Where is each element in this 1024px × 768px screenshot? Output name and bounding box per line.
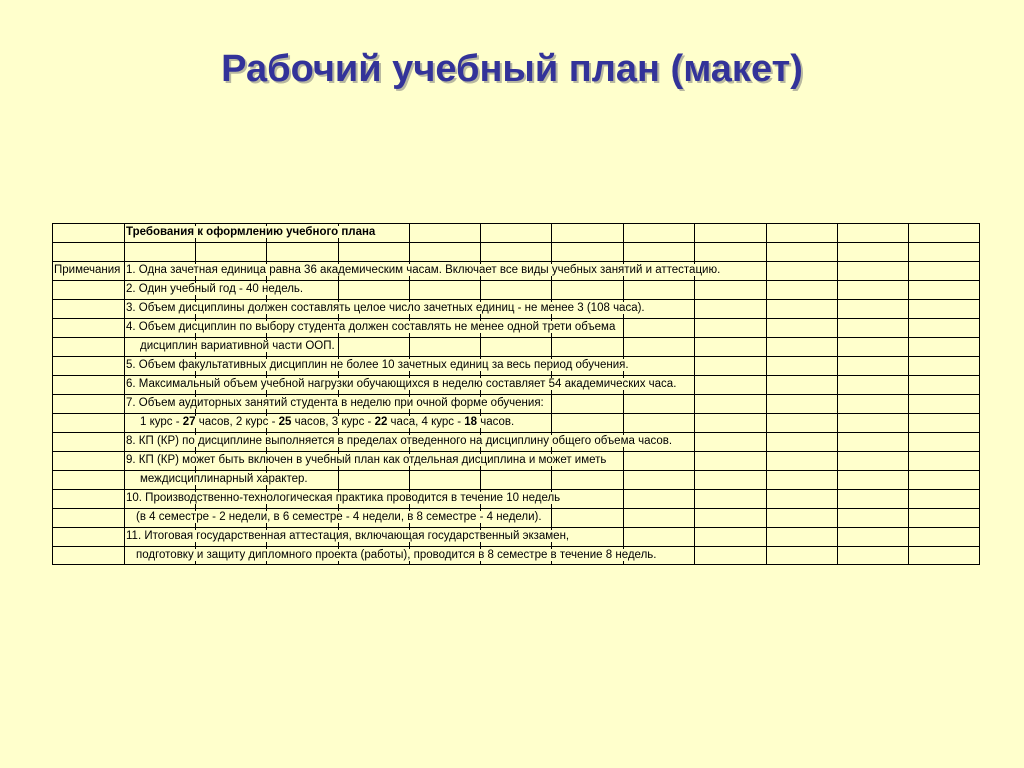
requirement-row-2: 2. Один учебный год - 40 недель. (126, 283, 304, 295)
grid-line (124, 223, 125, 565)
grid-line (766, 223, 767, 565)
requirement-row-11: 11. Итоговая государственная аттестация, включающая государственный экзамен, (126, 530, 570, 542)
grid-line (837, 223, 838, 565)
requirement-row-6: 6. Максимальный объем учебной нагрузки обучающихся в неделю составляет 54 академических часа. (126, 378, 677, 390)
table-header: Требования к оформлению учебного плана (126, 226, 376, 238)
requirement-row-4-cont: дисциплин вариативной части ООП. (140, 340, 335, 352)
page-title: Рабочий учебный план (макет) (221, 48, 803, 90)
requirement-row-4: 4. Объем дисциплин по выбору студента должен составлять не менее одной трети объема (126, 321, 616, 333)
requirement-row-9-cont: междисциплинарный характер. (140, 473, 308, 485)
requirement-row-11-cont: подготовку и защиту дипломного проекта (работы), проводится в 8 семестре в течение 8 недель. (136, 549, 657, 561)
course-hours-row: 1 курс - 27 часов, 2 курс - 25 часов, 3 курс - 22 часа, 4 курс - 18 часов. (140, 416, 515, 428)
grid-line (979, 223, 980, 565)
grid-line (52, 223, 53, 565)
requirement-row-9: 9. КП (КР) может быть включен в учебный план как отдельная дисциплина и может иметь (126, 454, 607, 466)
requirement-row-5: 5. Объем факультативных дисциплин не более 10 зачетных единиц за весь период обучения. (126, 359, 629, 371)
requirement-row-10: 10. Производственно-технологическая практика проводится в течение 10 недель (126, 492, 561, 504)
requirement-row-7: 7. Объем аудиторных занятий студента в неделю при очной форме обучения: (126, 397, 544, 409)
requirement-row-8: 8. КП (КР) по дисциплине выполняется в пределах отведенного на дисциплину общего объема часов. (126, 435, 673, 447)
requirement-row-3: 3. Объем дисциплины должен составлять целое число зачетных единиц - не менее 3 (108 часа). (126, 302, 645, 314)
requirement-row-10-cont: (в 4 семестре - 2 недели, в 6 семестре - 4 недели, в 8 семестре - 4 недели). (136, 511, 542, 523)
grid-line (52, 242, 980, 243)
note-label: Примечания (54, 264, 121, 276)
requirements-table (52, 223, 980, 565)
grid-line (908, 223, 909, 565)
requirement-row-1: 1. Одна зачетная единица равна 36 академическим часам. Включает все виды учебных занятий и аттестацию. (126, 264, 721, 276)
